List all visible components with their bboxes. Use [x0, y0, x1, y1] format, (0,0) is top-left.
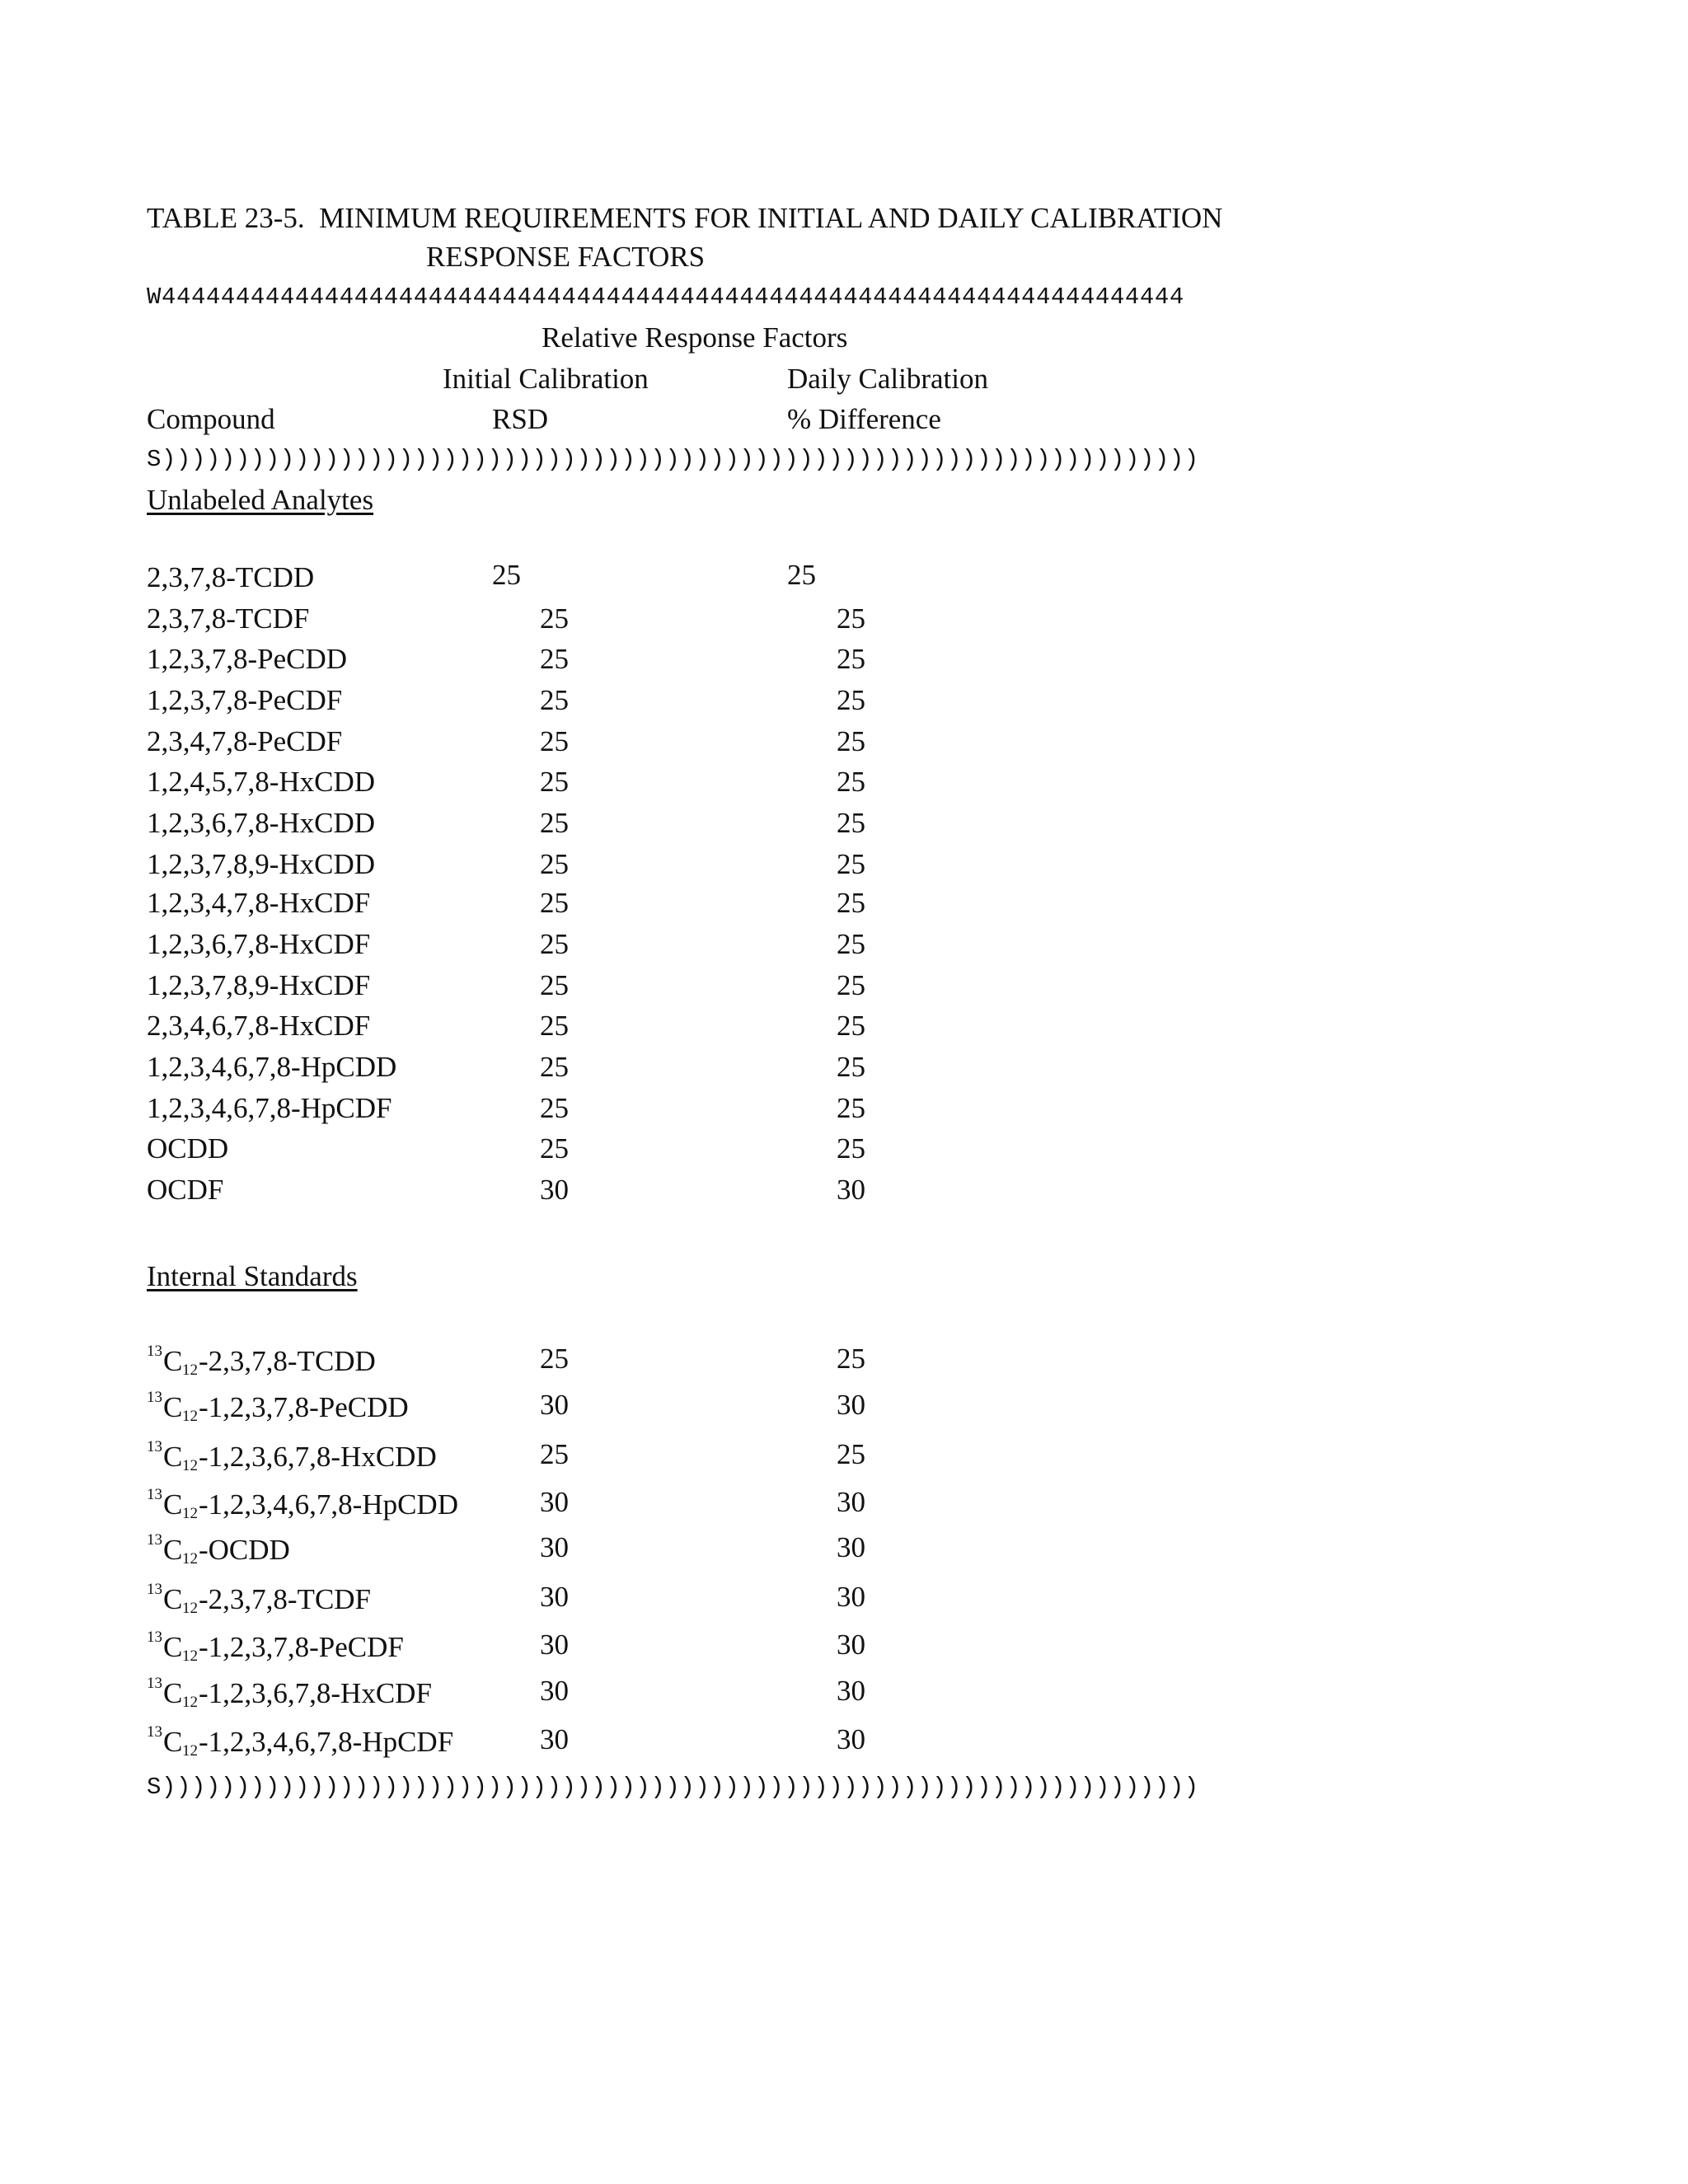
initial-rsd-value: 30 [540, 1629, 569, 1661]
initial-rsd-value: 30 [540, 1531, 569, 1563]
initial-rsd-value: 25 [540, 602, 569, 635]
daily-difference-value: 25 [787, 559, 816, 591]
isotope-mass-superscript: 13 [147, 1675, 162, 1692]
isotope-mass-superscript: 13 [147, 1389, 162, 1406]
daily-difference-value: 30 [837, 1486, 865, 1518]
isotope-mass-superscript: 13 [147, 1723, 162, 1741]
compound-name: -1,2,3,6,7,8-HxCDD [199, 1441, 437, 1473]
daily-difference-value: 30 [837, 1675, 865, 1707]
compound-name: -2,3,7,8-TCDF [199, 1583, 372, 1615]
compound-name: 1,2,3,6,7,8-HxCDD [147, 807, 376, 839]
isotope-mass-superscript: 13 [147, 1343, 162, 1360]
carbon-symbol: C [163, 1534, 183, 1566]
carbon-symbol: C [163, 1726, 183, 1758]
daily-difference-value: 25 [837, 848, 865, 880]
carbon-count-subscript: 12 [182, 1550, 198, 1568]
daily-difference-value: 25 [837, 1010, 865, 1042]
initial-rsd-value: 30 [540, 1486, 569, 1518]
initial-rsd-value: 25 [540, 684, 569, 716]
daily-difference-value: 30 [837, 1581, 865, 1613]
compound-name: -2,3,7,8-TCDD [199, 1345, 376, 1377]
compound-name: 1,2,3,4,6,7,8-HpCDF [147, 1092, 392, 1124]
bottom-rule: S)))))))))))))))))))))))))))))))))))))))))))))))))))))))))))))))))))))) [147, 1774, 1199, 1801]
isotope-mass-superscript: 13 [147, 1486, 162, 1503]
header-percent-difference: % Difference [787, 403, 941, 435]
initial-rsd-value: 25 [492, 559, 521, 591]
compound-name: 1,2,3,7,8,9-HxCDD [147, 848, 376, 880]
compound-name: 2,3,7,8-TCDF [147, 602, 310, 635]
initial-rsd-value: 30 [540, 1581, 569, 1613]
compound-name: 1,2,3,6,7,8-HxCDF [147, 928, 371, 960]
compound-name: -1,2,3,6,7,8-HxCDF [199, 1677, 432, 1709]
initial-rsd-value: 25 [540, 969, 569, 1001]
initial-rsd-value: 30 [540, 1723, 569, 1755]
carbon-count-subscript: 12 [182, 1694, 198, 1711]
table-title-line1: TABLE 23-5. MINIMUM REQUIREMENTS FOR INITIAL AND DAILY CALIBRATION [147, 202, 1223, 234]
carbon-symbol: C [163, 1677, 183, 1709]
initial-rsd-value: 25 [540, 643, 569, 675]
daily-difference-value: 30 [837, 1174, 865, 1206]
carbon-symbol: C [163, 1391, 183, 1423]
header-group-label: Relative Response Factors [542, 321, 848, 354]
daily-difference-value: 25 [837, 1343, 865, 1375]
initial-rsd-value: 30 [540, 1389, 569, 1421]
carbon-count-subscript: 12 [182, 1505, 198, 1522]
compound-name: 1,2,3,7,8-PeCDD [147, 643, 348, 675]
initial-rsd-value: 30 [540, 1675, 569, 1707]
section-internal-standards: Internal Standards [147, 1260, 358, 1292]
daily-difference-value: 25 [837, 766, 865, 798]
header-initial-calibration: Initial Calibration [443, 363, 649, 395]
compound-name: 1,2,3,4,6,7,8-HpCDD [147, 1051, 397, 1083]
carbon-count-subscript: 12 [182, 1647, 198, 1665]
initial-rsd-value: 25 [540, 725, 569, 757]
carbon-symbol: C [163, 1488, 183, 1521]
compound-name: OCDD [147, 1132, 229, 1165]
daily-difference-value: 25 [837, 887, 865, 919]
carbon-symbol: C [163, 1345, 183, 1377]
header-compound: Compound [147, 403, 275, 435]
initial-rsd-value: 25 [540, 1092, 569, 1124]
carbon-symbol: C [163, 1583, 183, 1615]
isotope-mass-superscript: 13 [147, 1531, 162, 1549]
compound-name: 1,2,3,7,8-PeCDF [147, 684, 343, 716]
initial-rsd-value: 25 [540, 1051, 569, 1083]
compound-name: OCDF [147, 1174, 224, 1206]
initial-rsd-value: 25 [540, 1132, 569, 1165]
table-title-line2: RESPONSE FACTORS [426, 241, 706, 273]
carbon-symbol: C [163, 1441, 183, 1473]
daily-difference-value: 25 [837, 602, 865, 635]
carbon-symbol: C [163, 1631, 183, 1663]
daily-difference-value: 25 [837, 1051, 865, 1083]
initial-rsd-value: 25 [540, 887, 569, 919]
carbon-count-subscript: 12 [182, 1361, 198, 1379]
daily-difference-value: 25 [837, 807, 865, 839]
initial-rsd-value: 25 [540, 848, 569, 880]
isotope-mass-superscript: 13 [147, 1438, 162, 1455]
daily-difference-value: 25 [837, 1132, 865, 1165]
daily-difference-value: 25 [837, 725, 865, 757]
compound-name: 2,3,7,8-TCDD [147, 561, 315, 593]
carbon-count-subscript: 12 [182, 1742, 198, 1760]
initial-rsd-value: 30 [540, 1174, 569, 1206]
compound-name: -OCDD [199, 1534, 290, 1566]
compound-name: 1,2,3,4,7,8-HxCDF [147, 887, 371, 919]
compound-name: 1,2,3,7,8,9-HxCDF [147, 969, 371, 1001]
daily-difference-value: 25 [837, 969, 865, 1001]
compound-name: 1,2,4,5,7,8-HxCDD [147, 766, 376, 798]
isotope-mass-superscript: 13 [147, 1629, 162, 1646]
daily-difference-value: 30 [837, 1629, 865, 1661]
header-daily-calibration: Daily Calibration [787, 363, 988, 395]
daily-difference-value: 25 [837, 928, 865, 960]
daily-difference-value: 30 [837, 1389, 865, 1421]
initial-rsd-value: 25 [540, 1343, 569, 1375]
carbon-count-subscript: 12 [182, 1457, 198, 1474]
daily-difference-value: 30 [837, 1531, 865, 1563]
compound-name: -1,2,3,4,6,7,8-HpCDD [199, 1488, 458, 1521]
daily-difference-value: 25 [837, 643, 865, 675]
header-rsd: RSD [492, 403, 549, 435]
carbon-count-subscript: 12 [182, 1408, 198, 1425]
top-rule: W444444444444444444444444444444444444444444444444444444444444444444444 [147, 284, 1184, 311]
initial-rsd-value: 25 [540, 807, 569, 839]
compound-name: 2,3,4,7,8-PeCDF [147, 725, 343, 757]
section-unlabeled-analytes: Unlabeled Analytes [147, 484, 374, 516]
daily-difference-value: 30 [837, 1723, 865, 1755]
compound-name: -1,2,3,7,8-PeCDF [199, 1631, 404, 1663]
daily-difference-value: 25 [837, 684, 865, 716]
initial-rsd-value: 25 [540, 1010, 569, 1042]
daily-difference-value: 25 [837, 1438, 865, 1470]
initial-rsd-value: 25 [540, 928, 569, 960]
initial-rsd-value: 25 [540, 1438, 569, 1470]
compound-name: -1,2,3,4,6,7,8-HpCDF [199, 1726, 454, 1758]
carbon-count-subscript: 12 [182, 1600, 198, 1617]
compound-name: -1,2,3,7,8-PeCDD [199, 1391, 409, 1423]
daily-difference-value: 25 [837, 1092, 865, 1124]
initial-rsd-value: 25 [540, 766, 569, 798]
header-rule: S)))))))))))))))))))))))))))))))))))))))))))))))))))))))))))))))))))))) [147, 446, 1199, 473]
compound-name: 2,3,4,6,7,8-HxCDF [147, 1010, 371, 1042]
isotope-mass-superscript: 13 [147, 1581, 162, 1598]
